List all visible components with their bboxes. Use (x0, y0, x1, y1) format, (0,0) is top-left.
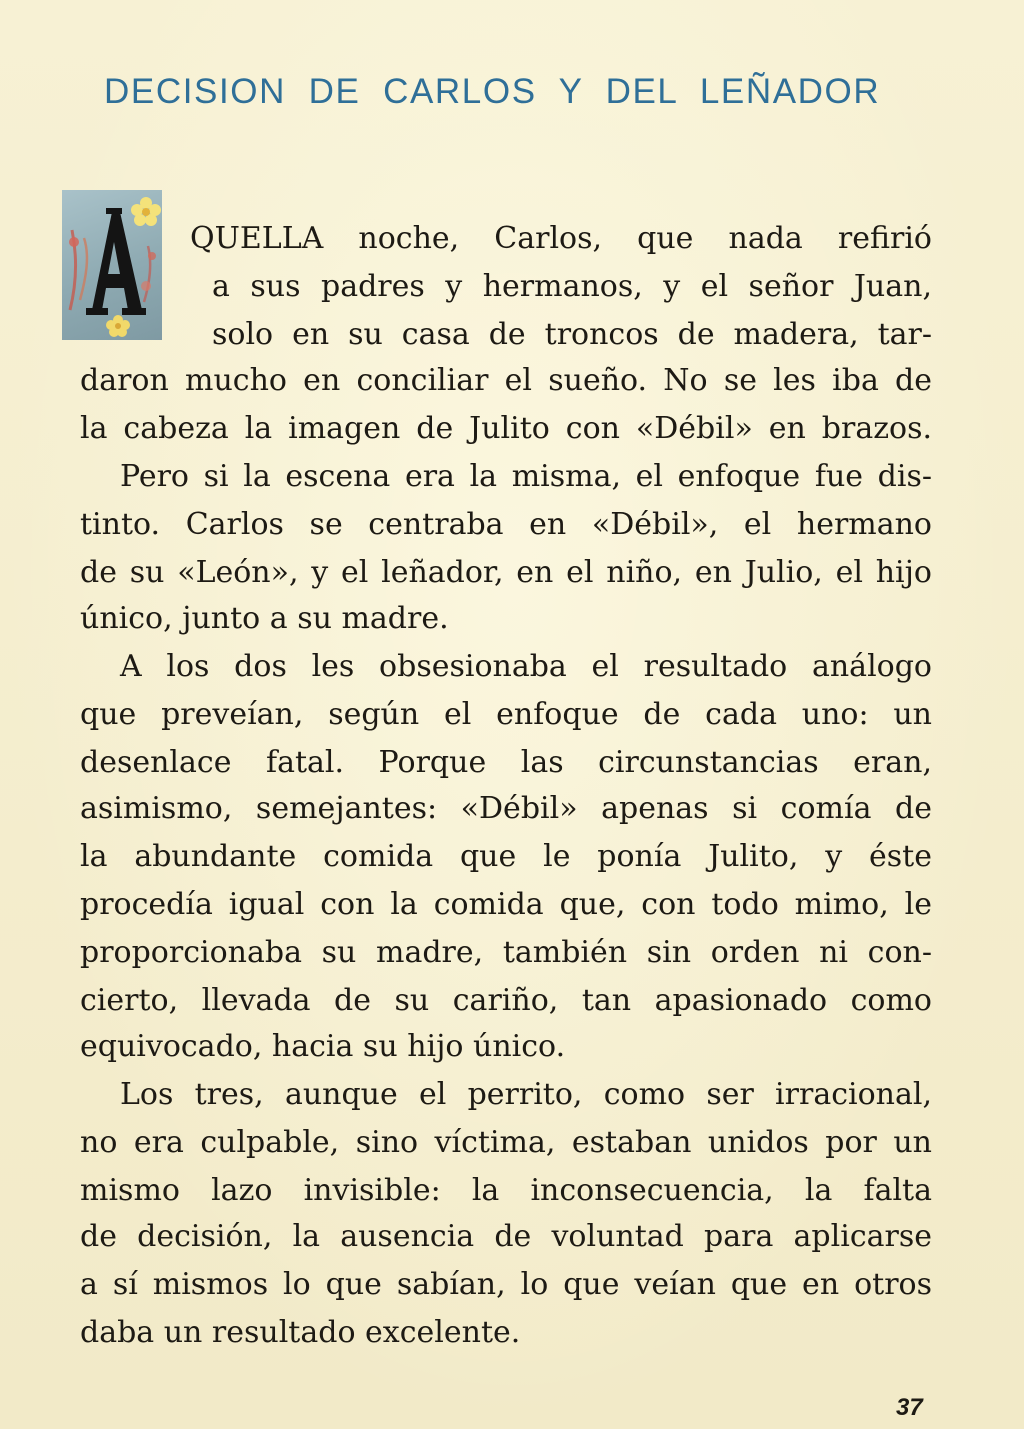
text-line: A los dos les obsesionaba el resultado análogo (120, 649, 932, 684)
text-line: Los tres, aunque el perrito, como ser irracional, (120, 1077, 932, 1112)
text-line: asimismo, semejantes: «Débil» apenas si comía de (80, 791, 932, 826)
text-line: procedía igual con la comida que, con todo mimo, le (80, 887, 932, 922)
text-line: proporcionaba su madre, también sin orden ni con- (80, 935, 932, 970)
text-line: la abundante comida que le ponía Julito, y éste (80, 839, 932, 874)
text-line: desenlace fatal. Porque las circunstancias eran, (80, 745, 932, 780)
text-line: a sí mismos lo que sabían, lo que veían que en otros (80, 1267, 932, 1302)
text-line: equivocado, hacia su hijo único. (80, 1029, 566, 1064)
drop-cap-illustration (62, 190, 162, 340)
text-line: de su «León», y el leñador, en el niño, en Julio, el hijo (80, 555, 932, 590)
text-line: a sus padres y hermanos, y el señor Juan, (212, 269, 932, 304)
text-line: que preveían, según el enfoque de cada uno: un (80, 697, 932, 732)
text-line: la cabeza la imagen de Julito con «Débil» en brazos. (80, 411, 932, 446)
flower-icon (131, 197, 161, 226)
text-line: tinto. Carlos se centraba en «Débil», el hermano (80, 507, 932, 542)
page-number: 37 (896, 1394, 923, 1421)
text-line: Pero si la escena era la misma, el enfoque fue dis- (120, 459, 932, 494)
text-line: único, junto a su madre. (80, 601, 449, 636)
text-line: solo en su casa de troncos de madera, tar- (212, 317, 932, 352)
drop-cap-letter-a (62, 190, 162, 340)
text-line: QUELLA noche, Carlos, que nada refirió (190, 221, 932, 256)
text-line: de decisión, la ausencia de voluntad para aplicarse (80, 1219, 932, 1254)
chapter-heading: DECISION DE CARLOS Y DEL LEÑADOR (104, 72, 881, 111)
text-line: cierto, llevada de su cariño, tan apasionado como (80, 983, 932, 1018)
text-line: mismo lazo invisible: la inconsecuencia, la falta (80, 1173, 932, 1208)
text-line: no era culpable, sino víctima, estaban unidos por un (80, 1125, 932, 1160)
text-line: daba un resultado excelente. (80, 1315, 521, 1350)
text-line: daron mucho en conciliar el sueño. No se les iba de (80, 363, 932, 398)
